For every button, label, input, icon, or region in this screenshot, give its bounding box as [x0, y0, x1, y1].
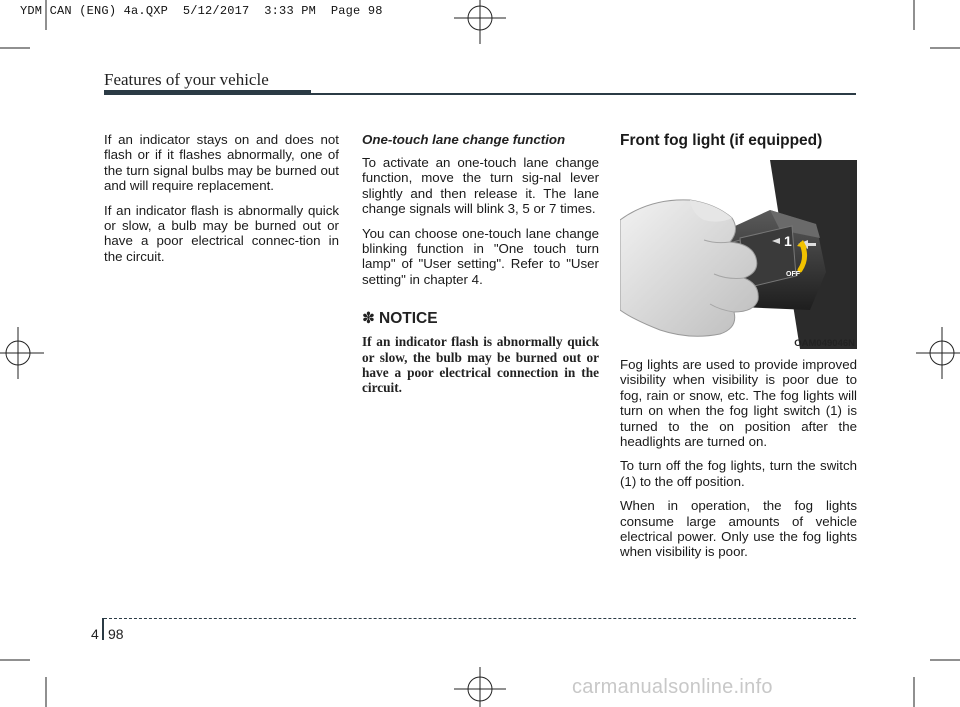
fog-light-switch-figure: [620, 160, 857, 349]
chapter-number: 4: [91, 626, 99, 642]
fog-light-paragraph-2: To turn off the fog lights, turn the switch (1) to the off position.: [620, 458, 857, 489]
indicator-paragraph-2: If an indicator flash is abnormally quick or slow, a bulb may be burned out or have a poor electrical connec-tion in the circuit.: [104, 202, 339, 264]
indicator-paragraph-1: If an indicator stays on and does not flash or if it flashes abnormally, one of the turn signal bulbs may be burned out and will require replacement.: [104, 132, 339, 194]
print-stamp: YDM CAN (ENG) 4a.QXP 5/12/2017 3:33 PM Page 98: [20, 4, 383, 18]
notice-body: If an indicator flash is abnormally quick or slow, the bulb may be burned out or have a poor electrical connection in the circuit.: [362, 334, 599, 396]
column-3: [620, 132, 857, 569]
column-1: [104, 132, 339, 273]
header-rule-thick: [104, 90, 311, 95]
page-number-separator: [102, 618, 104, 640]
notice-icon: ✽: [362, 310, 375, 328]
fog-light-heading: Front fog light (if equipped): [620, 132, 823, 149]
figure-code: OAM049046N: [794, 338, 855, 349]
lane-change-paragraph-2: You can choose one-touch lane change blinking function in "One touch turn lamp" of "User setting". Refer to "User setting" in chapter 4.: [362, 225, 599, 287]
column-2: [362, 132, 599, 405]
lane-change-paragraph-1: To activate an one-touch lane change function, move the turn sig-nal lever slightly and then release it. The lane change signals will blink 3, 5 or 7 times.: [362, 155, 599, 217]
footer-rule: [104, 618, 856, 619]
off-label: OFF: [786, 271, 800, 278]
notice-heading: [362, 309, 599, 328]
lane-change-subheading: One-touch lane change function: [362, 132, 566, 147]
watermark: carmanualsonline.info: [572, 676, 773, 698]
fog-light-paragraph-1: Fog lights are used to provide improved visibility when visibility is poor due to fog, rain or snow, etc. The fog lights will turn on when the fog light switch (1) is turned to the on position after the headlights are turned on.: [620, 357, 857, 450]
switch-number-label: 1: [784, 233, 792, 249]
fog-light-paragraph-3: When in operation, the fog lights consume large amounts of vehicle electrical power. Only use the fog lights when visibility is poor.: [620, 498, 857, 560]
header-rule-thin: [311, 93, 856, 95]
hand-on-lever-illustration: [620, 160, 857, 349]
notice-title: NOTICE: [379, 309, 438, 327]
page-number: 98: [108, 626, 124, 642]
section-title: Features of your vehicle: [104, 70, 269, 89]
